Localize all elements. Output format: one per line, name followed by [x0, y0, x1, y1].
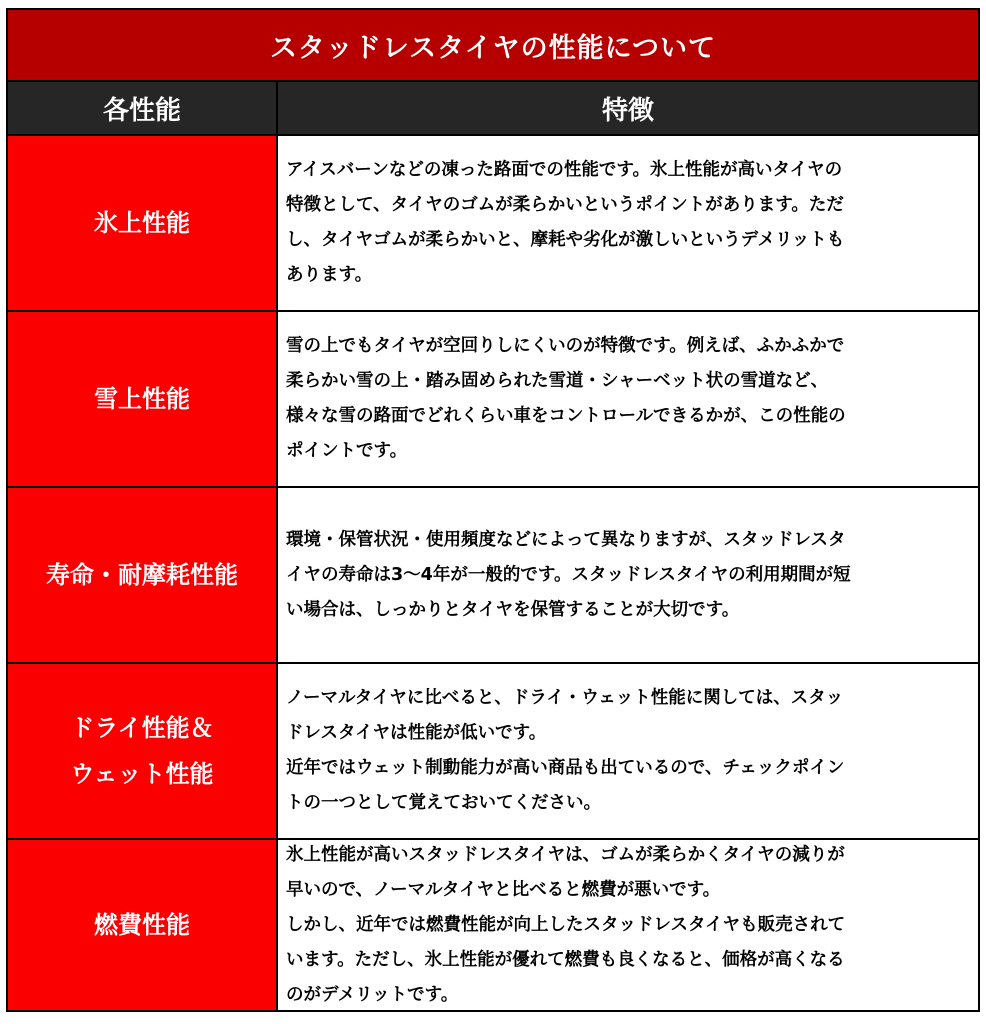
header-features: 特徴	[601, 95, 654, 126]
row-label: 氷上性能	[8, 136, 278, 310]
row-label: 寿命・耐摩耗性能	[8, 488, 278, 662]
row-description: アイスバーンなどの凍った路面での性能です。氷上性能が高いタイヤの 特徴として、タイヤのゴムが柔らかいというポイントがあります。ただ し、タイヤゴムが柔らかいと、摩耗や劣化が激しいというデメリットも あります。	[278, 136, 978, 310]
table-row-dry-wet	[8, 664, 978, 840]
row-description: 環境・保管状況・使用頻度などによって異なりますが、スタッドレスタ イヤの寿命は3～4年が一般的です。スタッドレスタイヤの利用期間が短 い場合は、しっかりとタイヤを保管することが大切です。	[278, 488, 978, 662]
table-row-ice	[8, 136, 978, 312]
row-description: 雪の上でもタイヤが空回りしにくいのが特徴です。例えば、ふかふかで 柔らかい雪の上・踏み固められた雪道・シャーベット状の雪道など、 様々な雪の路面でどれくらい車をコントロールできるかが、この性能の ポイントです。	[278, 312, 978, 486]
row-label: 雪上性能	[8, 312, 278, 486]
header-performance: 各性能	[8, 82, 278, 134]
row-label: 燃費性能	[8, 840, 278, 1010]
row-description: ノーマルタイヤに比べると、ドライ・ウェット性能に関しては、スタッ ドレスタイヤは性能が低いです。 近年ではウェット制動能力が高い商品も出ているので、チェックポイン トの一つとして覚えておいてください。	[278, 664, 978, 838]
performance-table	[6, 8, 980, 1012]
table-row-snow	[8, 312, 978, 488]
row-description: 氷上性能が高いスタッドレスタイヤは、ゴムが柔らかくタイヤの減りが 早いので、ノーマルタイヤと比べると燃費が悪いです。 しかし、近年では燃費性能が向上したスタッドレスタイヤも販売されて います。ただし、氷上性能が優れて燃費も良くなると、価格が高くなる のがデメリットです。	[278, 840, 978, 1010]
table-row-fuel	[8, 840, 978, 1010]
table-row-lifespan	[8, 488, 978, 664]
table-title: スタッドレスタイヤの性能について	[8, 10, 978, 82]
row-label: ドライ性能＆ ウェット性能	[8, 664, 278, 838]
table-header-row	[8, 82, 978, 136]
